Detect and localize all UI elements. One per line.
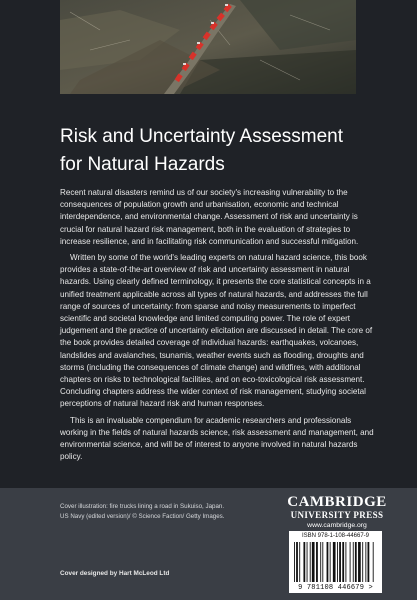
description-paragraph: This is an invaluable compendium for academic researchers and professionals working in the fields of natural hazards science, risk assessment and management, and environmental science, and will be of interest to anyone involved in natural hazards policy. — [60, 415, 374, 462]
barcode-bars — [294, 542, 377, 582]
book-description — [60, 187, 376, 467]
credit-line: Cover illustration: fire trucks lining a road in Sukuiso, Japan. — [60, 503, 225, 510]
book-title — [60, 123, 380, 179]
description-paragraph: Written by some of the world's leading experts on natural hazard science, this book provides a state-of-the-art overview of risk and uncertainty assessment in natural hazards. Using clearly defined terminology, it presents the core statistical concepts in a unified treatment applicable across all types of natural hazards, and addresses the full range of sources of uncertainty: from sparse and noisy measurements to imperfect scientific and societal knowledge and limited computing power. The role of expert judgement and the practice of uncertainty elicitation are discussed in detail. The core of the book provides detailed coverage of individual hazards: earthquakes, volcanoes, landslides and avalanches, tsunamis, weather events such as flooding, droughts and storms (including the consequences of climate change) and wildfires, with additional chapters on risks to technological facilities, and on eco-toxicological risk assessment. Concluding chapters address the wider context of risk management, studying societal perceptions of natural hazard risk and human responses. — [60, 253, 373, 409]
publisher-logo — [287, 494, 387, 531]
book-title-line-1: Risk and Uncertainty Assessment — [60, 126, 344, 147]
barcode — [289, 531, 382, 593]
publisher-subtitle: UNIVERSITY PRESS — [290, 510, 384, 520]
book-title-line-2: for Natural Hazards — [60, 154, 225, 175]
publisher-name: CAMBRIDGE — [287, 494, 387, 510]
cover-photo — [60, 0, 356, 94]
isbn-label: ISBN 978-1-108-44667-9 — [301, 533, 370, 539]
barcode-digits: 9 781108 446679 > — [298, 584, 373, 592]
cover-credit — [60, 502, 260, 521]
publisher-url: www.cambridge.org — [307, 522, 367, 529]
credit-line: US Navy (edited version)/ © Science Faction/ Getty Images. — [60, 512, 225, 520]
description-paragraph: Recent natural disasters remind us of our society's increasing vulnerability to the consequences of population growth and urbanisation, economic and technical interdependence, and environmental change. Assessment of risk and uncertainty is crucial for natural hazard risk management, both in the evaluation of strategies to increase resilience, and in facilitating risk communication and successful mitigation. — [60, 188, 359, 246]
cover-designer: Cover designed by Hart McLeod Ltd — [60, 570, 170, 577]
